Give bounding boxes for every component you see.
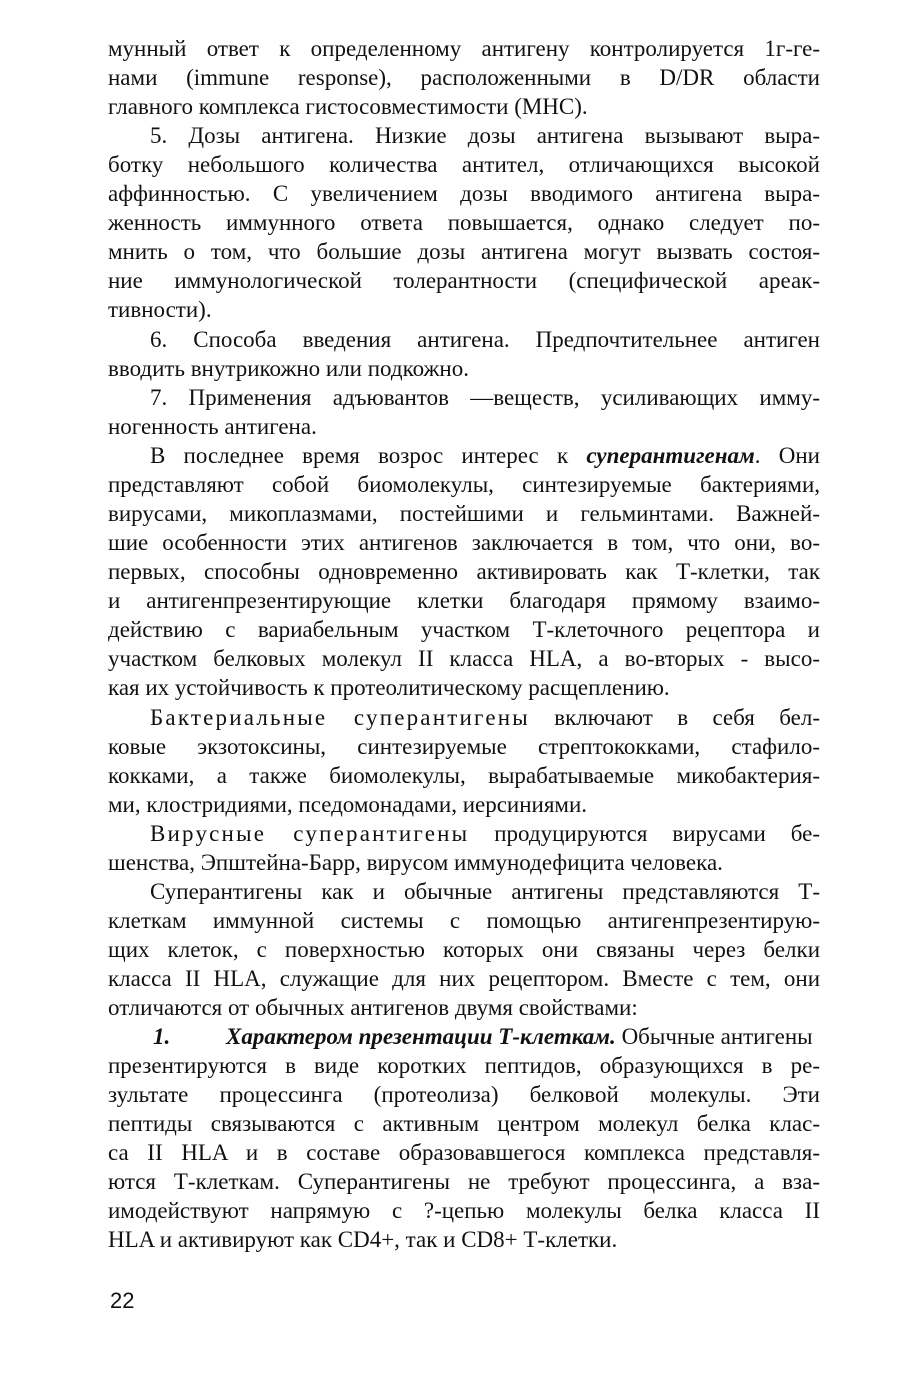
- item-heading: Характером презентации Т-клеткам.: [226, 1024, 616, 1049]
- text-line: ногенность антигена.: [108, 414, 317, 439]
- text-line: участком белковых молекул II класса HLA, а во-вторых - высо-: [108, 646, 820, 671]
- spaced-term: Бактериальные суперантигены: [150, 705, 530, 730]
- text-line: и антигенпрезентирующие клетки благодаря прямому взаимо-: [108, 588, 820, 613]
- text-line: 7. Применения адъювантов —веществ, усиливающих имму-: [150, 385, 820, 410]
- text-line: первых, способны одновременно активировать как Т-клетки, так: [108, 559, 820, 584]
- emphasis-term: суперантигенам: [586, 443, 755, 468]
- text-line: щих клеток, с поверхностью которых они связаны через белки: [108, 937, 820, 962]
- text-line: ние иммунологической толерантности (специфической ареак-: [108, 268, 820, 293]
- text-line: HLA и активируют как CD4+, так и CD8+ Т-клетки.: [108, 1227, 618, 1252]
- text-line: ботку небольшого количества антител, отличающихся высокой: [108, 152, 820, 177]
- text-run: включают в себя бел-: [529, 705, 820, 730]
- text-line: нами (immune response), расположенными в D/DR области: [108, 65, 820, 90]
- text-line: кокками, а также биомолекулы, вырабатываемые микобактерия-: [108, 763, 820, 788]
- text-line: ются Т-клеткам. Суперантигены не требуют процессинга, а вза-: [108, 1169, 820, 1194]
- text-line-superantigens: [150, 441, 820, 470]
- text-line: имодействуют напрямую с ?-цепью молекулы белка класса II: [108, 1198, 820, 1223]
- text-line: класса II HLA, служащие для них рецептором. Вместе с тем, они: [108, 966, 820, 991]
- text-line: презентируются в виде коротких пептидов, образующихся в ре-: [108, 1053, 820, 1078]
- text-line: мнить о том, что большие дозы антигена могут вызвать состоя-: [108, 239, 820, 264]
- text-line: аффинностью. С увеличением дозы вводимого антигена выра-: [108, 181, 820, 206]
- text-line: 6. Способа введения антигена. Предпочтительнее антиген: [150, 327, 820, 352]
- text-line: кая их устойчивость к протеолитическому расщеплению.: [108, 675, 670, 700]
- text-line-viral: [150, 819, 820, 848]
- text-line: действию с вариабельным участком Т-клеточного рецептора и: [108, 617, 820, 642]
- text-line: мунный ответ к определенному антигену контролируется 1г-ге-: [108, 36, 820, 61]
- text-line: главного комплекса гистосовместимости (МНС).: [108, 94, 588, 119]
- text-line: вирусами, микоплазмами, постейшими и гельминтами. Важней-: [108, 501, 820, 526]
- text-line-bacterial: [150, 703, 820, 732]
- list-item-number: 1.: [153, 1024, 171, 1049]
- text-line: зультате процессинга (протеолиза) белковой молекулы. Эти: [108, 1082, 820, 1107]
- text-run: продуцируются вирусами бе-: [469, 821, 820, 846]
- text-run: В последнее время возрос интерес к: [150, 443, 587, 468]
- text-line: ковые экзотоксины, синтезируемые стрептококками, стафило-: [108, 734, 820, 759]
- text-line: 5. Дозы антигена. Низкие дозы антигена вызывают выра-: [150, 123, 820, 148]
- text-line: са II HLA и в составе образовавшегося комплекса представля-: [108, 1140, 820, 1165]
- text-line: женность иммунного ответа повышается, однако следует по-: [108, 210, 820, 235]
- text-line: отличаются от обычных антигенов двумя свойствами:: [108, 995, 638, 1020]
- text-line: представляют собой биомолекулы, синтезируемые бактериями,: [108, 472, 820, 497]
- text-line: шие особенности этих антигенов заключается в том, что они, во-: [108, 530, 820, 555]
- text-line: вводить внутрикожно или подкожно.: [108, 356, 469, 381]
- text-line: шенства, Эпштейна-Барр, вирусом иммунодефицита человека.: [108, 850, 723, 875]
- text-line: тивности).: [108, 297, 212, 322]
- spaced-term: Вирусные суперантигены: [150, 821, 470, 846]
- text-line: ми, клостридиями, пседомонадами, иерсиниями.: [108, 792, 588, 817]
- text-run: Обычные антигены: [615, 1024, 813, 1049]
- text-line-item1: [226, 1022, 813, 1051]
- text-line: пептиды связываются с активным центром молекул белка клас-: [108, 1111, 820, 1136]
- text-line: клеткам иммунной системы с помощью антигенпрезентирую-: [108, 908, 820, 933]
- text-line: Суперантигены как и обычные антигены представляются Т-: [150, 879, 820, 904]
- text-run: . Они: [754, 443, 820, 468]
- page-number: 22: [110, 1288, 135, 1313]
